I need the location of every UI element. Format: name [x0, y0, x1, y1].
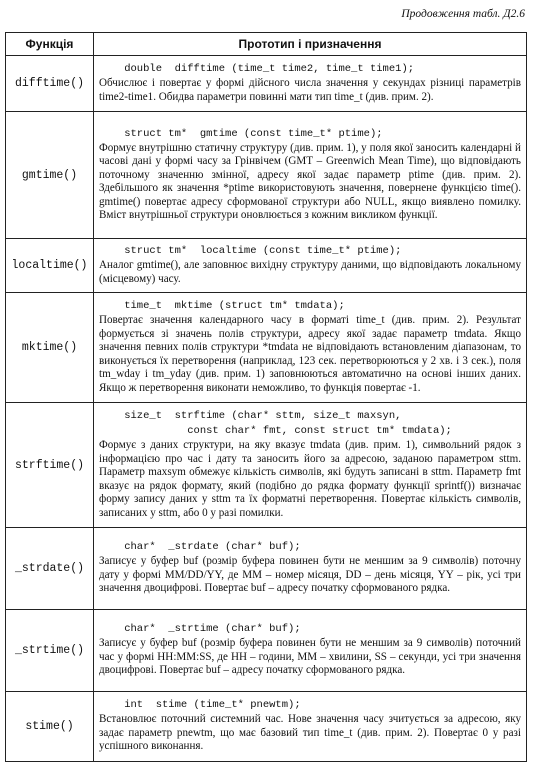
table-row — [6, 239, 527, 293]
function-name: difftime() — [6, 56, 94, 112]
table-row — [6, 610, 527, 692]
function-name: gmtime() — [6, 112, 94, 239]
table-row — [6, 403, 527, 528]
function-prototype: time_t mktime (struct tm* tmdata); — [99, 300, 345, 312]
function-description-cell — [94, 692, 527, 762]
function-description: Записує у буфер buf (розмір буфера повинен бути не меншим за 9 символів) поточний час у формі HH:MM:SS, де HH – години, MM – хвилини, SS – секунди, усі три значення двоцифрові. Повертає buf – адресу початку сформованого рядка. — [99, 637, 521, 677]
function-description-cell — [94, 293, 527, 403]
function-prototype: char* _strtime (char* buf); — [99, 623, 301, 636]
function-description-cell — [94, 610, 527, 692]
function-name: mktime() — [6, 293, 94, 403]
table-row — [6, 112, 527, 239]
function-description: Формує з даних структури, на яку вказує tmdata (див. прим. 1), символьний рядок з інформацією про час і дату та заносить його за адресою, заданою параметром sttm. Параметр maxsym обмежує кількість символів, які будуть записані в sttm. Параметр fmt вказує на рядок формату, який (подібно до рядка формату функції sprintf()) визначає форму запису даних у sttm та їх форматні перетворення. Повертає кількість символів, записаних у sttm, або 0 у разі помилки. — [99, 439, 521, 519]
function-description-cell — [94, 56, 527, 112]
function-prototype: struct tm* gmtime (const time_t* ptime); — [99, 127, 383, 140]
function-description-cell — [94, 239, 527, 293]
function-prototype: double difftime (time_t time2, time_t time1); — [99, 63, 415, 75]
function-description-cell — [94, 112, 527, 239]
function-description: Аналог gmtime(), але заповнює вихідну структуру даними, що відповідають локальному (місцевому) часу. — [99, 259, 521, 285]
function-description: Обчислює і повертає у формі дійсного числа значення у секундах різниці параметрів time2-time1. Обидва параметри повинні мати тип time_t (див. прим. 2). — [99, 77, 521, 103]
function-name: stime() — [6, 692, 94, 762]
function-description: Повертає значення календарного часу в форматі time_t (див. прим. 2). Результат формується зі значень полів структури, адресу якої задає параметр tmdata. Якщо значення певних полів структури *tmdata не відповідають встановленим діапазонам, то виконується їх перетворення (наприклад, 123 сек. перетворюються у 2 хв. і 3 сек.), поля tm_wday і tm_yday (див. прим. 1) заповнюються автоматично на основі інших даних. Якщо ж перетворення виконати неможливо, то функція повертає -1. — [99, 314, 521, 394]
table-row — [6, 528, 527, 610]
table-caption: Продовження табл. Д2.6 — [401, 8, 525, 20]
function-name: strftime() — [6, 403, 94, 528]
table-header-row — [6, 33, 527, 56]
table-row — [6, 692, 527, 762]
function-prototype: struct tm* localtime (const time_t* ptime); — [99, 245, 402, 257]
function-description: Записує у буфер buf (розмір буфера повинен бути не меншим за 9 символів) поточну дату у формі MM/DD/YY, де MM – номер місяця, DD – день місяця, YY – рік, усі три значення двоцифрові. Повертає buf – адресу початку сформованого рядка. — [99, 555, 521, 595]
function-description-cell — [94, 528, 527, 610]
header-prototype: Прототип і призначення — [94, 33, 527, 56]
function-prototype: char* _strdate (char* buf); — [99, 541, 301, 554]
function-name: _strtime() — [6, 610, 94, 692]
table-row — [6, 293, 527, 403]
function-name: localtime() — [6, 239, 94, 293]
functions-table — [5, 32, 527, 762]
function-prototype: size_t strftime (char* sttm, size_t maxsyn, const char* fmt, const struct tm* tmdata); — [124, 410, 452, 437]
function-prototype: int stime (time_t* pnewtm); — [99, 699, 301, 712]
header-function: Функція — [6, 33, 94, 56]
function-description-cell — [94, 403, 527, 528]
table-row — [6, 56, 527, 112]
function-name: _strdate() — [6, 528, 94, 610]
function-description: Встановлює поточний системний час. Нове значення часу зчитується за адресою, яку задає параметр pnewtm, що має базовий тип time_t (див. прим. 2). Повертає 0 у разі успішного виконання. — [99, 713, 521, 753]
function-description: Формує внутрішню статичну структуру (див. прим. 1), у поля якої заносить календарні й часові дані у формі часу за Грінвічем (GMT – Greenwich Mean Time), що відповідають поточному значенню змінної, адресу якої задає параметр ptime (див. прим. 2). Здебільшого як значення *ptime використовують значення, повернене функцією time(). gmtime() повертає адресу сформованої структури або NULL, якщо виявлено помилку. Вміст внутрішньої структури оновлюється з кожним викликом функції. — [99, 141, 521, 221]
